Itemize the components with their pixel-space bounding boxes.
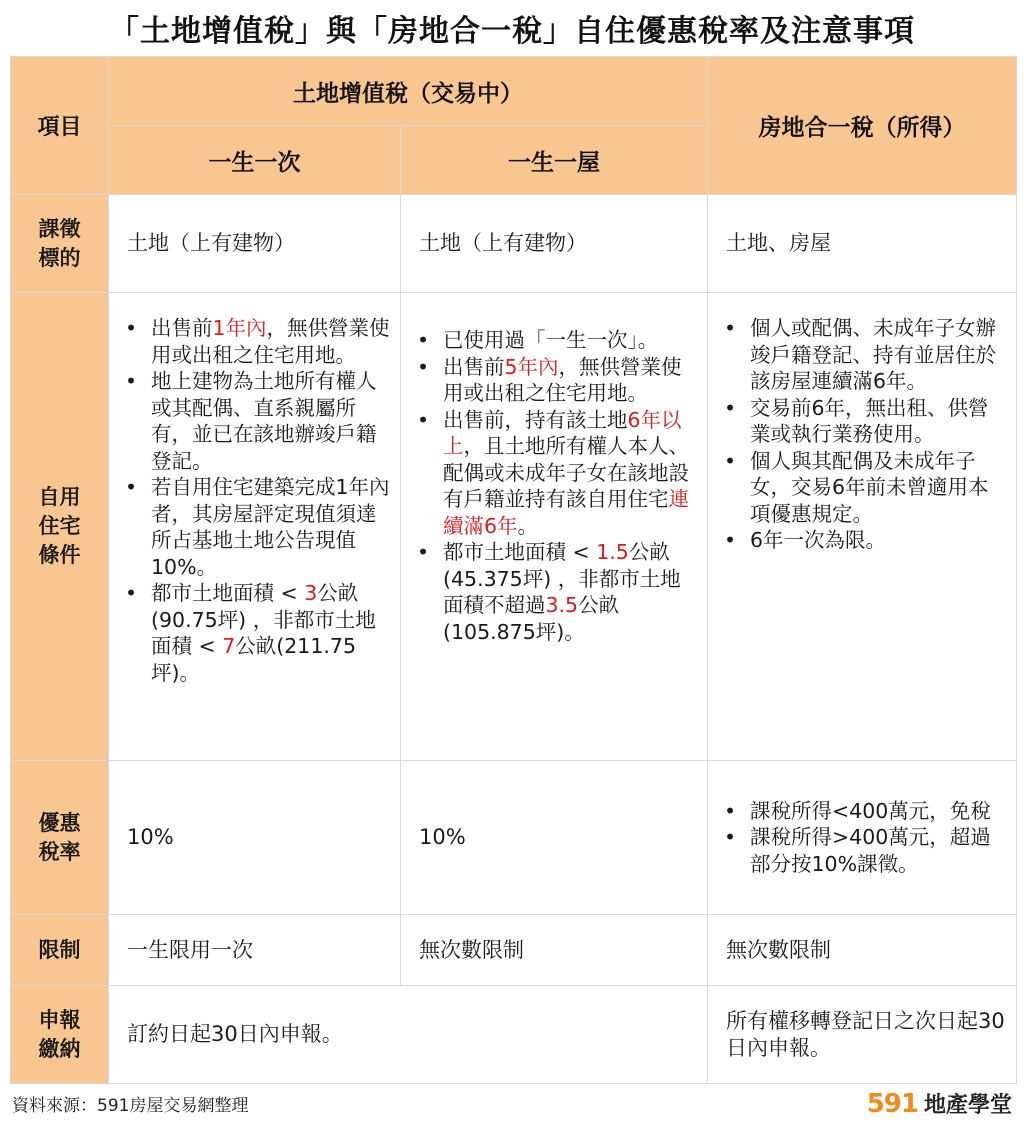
highlight-text: 6年以上 bbox=[443, 407, 682, 458]
header-item: 項目 bbox=[11, 57, 109, 195]
list-item-text: 課稅所得>400萬元，超過部分按10%課徵。 bbox=[750, 825, 991, 876]
list-item-text: 出售前，持有該土地 bbox=[443, 407, 628, 432]
row-label-filing: 申報繳納 bbox=[11, 986, 109, 1084]
limit-house-land: 無次數限制 bbox=[708, 915, 1017, 986]
list-item bbox=[121, 580, 390, 686]
list-item-text: 出售前 bbox=[151, 316, 213, 340]
limit-once: 一生限用一次 bbox=[109, 915, 401, 986]
list-item-text: 課稅所得<400萬元，免稅 bbox=[750, 798, 991, 823]
row-limit bbox=[11, 915, 1017, 986]
limit-house: 無次數限制 bbox=[401, 915, 708, 986]
comparison-table bbox=[10, 56, 1017, 1084]
row-label-rate: 優惠稅率 bbox=[11, 761, 109, 915]
list-item-text: 。 bbox=[517, 513, 539, 538]
row-subject bbox=[11, 195, 1017, 293]
list-item bbox=[413, 539, 697, 645]
subject-house-land: 土地、房屋 bbox=[708, 195, 1017, 293]
subject-house: 土地（上有建物） bbox=[401, 195, 708, 293]
list-item bbox=[720, 527, 1006, 554]
subject-once: 土地（上有建物） bbox=[109, 195, 401, 293]
list-item-text: ，無供營業使用或出租之住宅用地。 bbox=[443, 354, 682, 405]
highlight-text: 3.5 bbox=[545, 593, 579, 617]
header-one-house: 一生一屋 bbox=[401, 126, 708, 195]
list-item-text: 出售前 bbox=[443, 354, 505, 379]
list-item-text: 若自用住宅建築完成1年內者，其房屋評定現值須達所占基地土地公告現值10%。 bbox=[151, 475, 390, 579]
list-item-text: 個人與其配偶及未成年子女，交易6年前未曾適用本項優惠規定。 bbox=[750, 448, 989, 526]
list-item bbox=[720, 448, 1006, 528]
brand-number: 591 bbox=[866, 1088, 918, 1119]
source-note: 資料來源：591房屋交易網整理 bbox=[12, 1096, 249, 1116]
row-label-limit: 限制 bbox=[11, 915, 109, 986]
list-item bbox=[413, 407, 697, 540]
list-item-text: 6年一次為限。 bbox=[750, 528, 887, 552]
list-item bbox=[720, 395, 1006, 448]
header-once-in-life: 一生一次 bbox=[109, 126, 401, 195]
footer bbox=[0, 1084, 1024, 1123]
list-item bbox=[121, 368, 390, 474]
list-item bbox=[720, 798, 1006, 825]
conditions-house bbox=[401, 293, 708, 761]
row-filing bbox=[11, 986, 1017, 1084]
brand-name: 地產學堂 bbox=[923, 1093, 1012, 1118]
brand-logo bbox=[867, 1088, 1012, 1119]
list-item-text: 已使用過「一生一次」。 bbox=[443, 328, 659, 352]
header-land-tax: 土地增值稅（交易中） bbox=[109, 57, 708, 126]
rate-house: 10% bbox=[401, 761, 708, 915]
highlight-text: 5年內 bbox=[504, 354, 559, 379]
row-label-conditions: 自用住宅條件 bbox=[11, 293, 109, 761]
list-item-text: 公畝(211.75坪)。 bbox=[151, 634, 356, 685]
list-item-text: 都市土地面積 < bbox=[151, 581, 305, 605]
list-item-text: 個人或配偶、未成年子女辦竣戶籍登記、持有並居住於該房屋連續滿6年。 bbox=[750, 316, 996, 393]
row-conditions bbox=[11, 293, 1017, 761]
highlight-text: 1年內 bbox=[212, 316, 267, 340]
highlight-text: 3 bbox=[304, 581, 318, 605]
header-house-land-tax: 房地合一稅（所得） bbox=[708, 57, 1017, 195]
filing-land-tax: 訂約日起30日內申報。 bbox=[109, 986, 708, 1084]
list-item bbox=[720, 824, 1006, 877]
list-item-text: 地上建物為土地所有權人或其配偶、直系親屬所有，並已在該地辦竣戶籍登記。 bbox=[151, 369, 377, 473]
row-rate bbox=[11, 761, 1017, 915]
rate-house-land bbox=[708, 761, 1017, 915]
row-label-subject: 課徵標的 bbox=[11, 195, 109, 293]
highlight-text: 連續滿6年 bbox=[443, 487, 689, 538]
list-item-text: 公畝(90.75坪) ，非都市土地面積 < bbox=[151, 581, 376, 658]
highlight-text: 7 bbox=[222, 634, 236, 658]
list-item-text: 公畝(45.375坪) ，非都市土地面積不超過 bbox=[443, 540, 681, 617]
list-item bbox=[413, 327, 697, 354]
filing-house-land: 所有權移轉登記日之次日起30日內申報。 bbox=[708, 986, 1017, 1084]
list-item bbox=[413, 354, 697, 407]
list-item bbox=[121, 315, 390, 368]
list-item bbox=[121, 474, 390, 580]
list-item-text: ，無供營業使用或出租之住宅用地。 bbox=[151, 316, 390, 367]
list-item-text: 都市土地面積 < bbox=[443, 540, 597, 564]
conditions-once bbox=[109, 293, 401, 761]
list-item bbox=[720, 315, 1006, 395]
highlight-text: 1.5 bbox=[596, 540, 629, 564]
list-item-text: 交易前6年，無出租、供營業或執行業務使用。 bbox=[750, 395, 989, 446]
list-item-text: 公畝(105.875坪)。 bbox=[443, 593, 620, 644]
list-item-text: ，且土地所有權人本人、配偶或未成年子女在該地設有戶籍並持有該自用住宅 bbox=[443, 434, 689, 511]
page-title: 「土地增值稅」與「房地合一稅」自住優惠稅率及注意事項 bbox=[109, 14, 915, 49]
conditions-house-land bbox=[708, 293, 1017, 761]
rate-once: 10% bbox=[109, 761, 401, 915]
